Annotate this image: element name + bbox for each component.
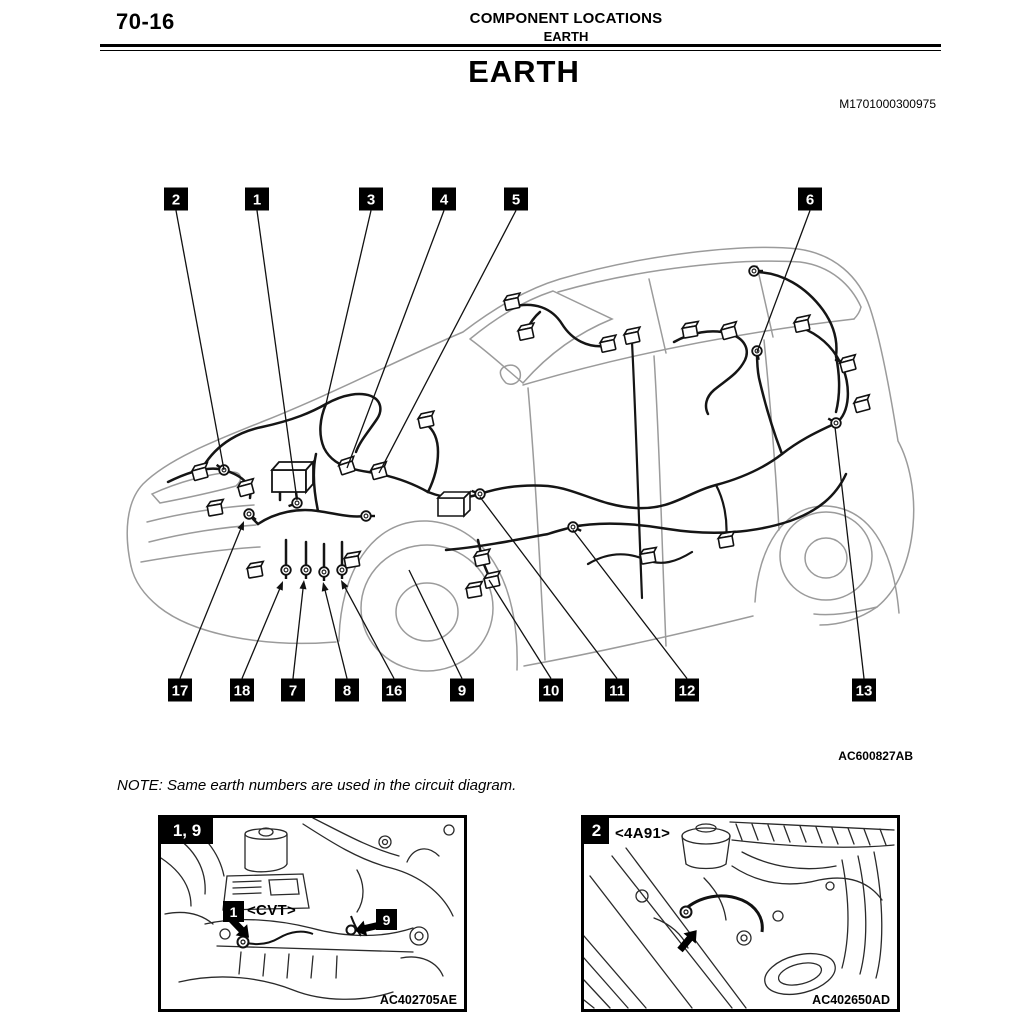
callout-number: 12 bbox=[678, 682, 696, 700]
vehicle-earth-diagram bbox=[0, 165, 1024, 777]
leader-line bbox=[379, 211, 516, 474]
diagram-ref-code: AC600827AB bbox=[838, 749, 913, 763]
callout-10 bbox=[489, 580, 563, 702]
callout-11 bbox=[480, 497, 629, 702]
wiring-connector bbox=[247, 561, 266, 578]
callout-number: 3 bbox=[366, 191, 376, 209]
callout-number: 11 bbox=[609, 682, 625, 700]
wiring-connector bbox=[473, 549, 493, 566]
engine-photo-art bbox=[161, 818, 464, 1009]
earth-terminal bbox=[472, 489, 485, 499]
page-header bbox=[470, 10, 663, 44]
panel-header-badge: 1, 9 bbox=[161, 818, 213, 844]
earth-terminal bbox=[238, 937, 249, 948]
earth-terminal bbox=[301, 565, 311, 579]
callout-number: 7 bbox=[288, 682, 298, 700]
leader-line bbox=[176, 211, 224, 471]
panel-header-badge: 2 bbox=[584, 818, 609, 844]
earth-terminal bbox=[319, 567, 329, 581]
leader-line bbox=[325, 590, 347, 679]
earth-terminal bbox=[244, 509, 256, 520]
wiring-connector bbox=[718, 531, 737, 548]
callout-9-badge: 9 bbox=[376, 909, 397, 930]
callout-17 bbox=[168, 521, 244, 702]
terminal-layer bbox=[217, 266, 841, 581]
wiring-connector bbox=[466, 581, 485, 598]
header-title: COMPONENT LOCATIONS bbox=[469, 10, 663, 27]
leader-line bbox=[242, 588, 280, 678]
wiring-connector bbox=[191, 463, 211, 481]
wiring-connector bbox=[623, 327, 643, 344]
section-title: EARTH bbox=[468, 54, 580, 89]
callout-13 bbox=[835, 427, 876, 702]
photo-ref-code: AC402705AE bbox=[379, 993, 457, 1007]
leader-arrowhead bbox=[276, 581, 283, 591]
earth-terminal bbox=[749, 266, 763, 276]
wiring-connector bbox=[517, 323, 537, 340]
engine-photo-art bbox=[584, 818, 897, 1009]
callout-1 bbox=[245, 188, 297, 501]
callout-number: 2 bbox=[171, 191, 181, 209]
wiring-connector bbox=[853, 395, 873, 413]
photo-ref-code: AC402650AD bbox=[812, 993, 890, 1007]
car-body-outline bbox=[127, 247, 913, 671]
leader-arrowhead bbox=[322, 582, 329, 592]
photo-panel-cvt bbox=[158, 815, 467, 1012]
earth-terminal bbox=[681, 907, 692, 918]
callout-number: 16 bbox=[385, 682, 403, 700]
callout-4 bbox=[347, 188, 456, 469]
wiring-connector bbox=[599, 335, 619, 352]
variant-label-4a91: <4A91> bbox=[615, 825, 671, 842]
photo-panel-4a91 bbox=[581, 815, 900, 1012]
leader-line bbox=[345, 587, 394, 678]
wiring-connector bbox=[417, 411, 437, 428]
callout-number: 13 bbox=[855, 682, 873, 700]
callout-number: 17 bbox=[171, 682, 189, 700]
leader-line bbox=[257, 211, 297, 501]
callout-1-badge: 1 bbox=[223, 901, 244, 922]
callout-7 bbox=[281, 580, 306, 702]
note-text: NOTE: Same earth numbers are used in the circuit diagram. bbox=[117, 777, 517, 794]
junction-box bbox=[438, 492, 470, 516]
wiring-connector bbox=[793, 315, 813, 332]
wiring-connector bbox=[682, 321, 701, 338]
page-number: 70-16 bbox=[116, 9, 175, 34]
leader-line bbox=[835, 427, 864, 679]
callout-number: 5 bbox=[511, 191, 521, 209]
callout-5 bbox=[379, 188, 528, 474]
header-subtitle: EARTH bbox=[543, 29, 589, 44]
doc-ref-code: M1701000300975 bbox=[839, 97, 936, 111]
earth-terminal bbox=[289, 498, 302, 508]
leader-line bbox=[293, 588, 303, 679]
earth-terminal bbox=[361, 511, 375, 521]
wiring-connector bbox=[640, 547, 659, 564]
callout-9 bbox=[409, 570, 474, 702]
header-rule bbox=[100, 44, 941, 51]
callout-number: 6 bbox=[805, 191, 815, 209]
leader-line bbox=[573, 530, 687, 679]
callout-number: 4 bbox=[439, 191, 449, 209]
earth-terminal bbox=[347, 926, 356, 935]
callout-2 bbox=[164, 188, 224, 471]
leader-line bbox=[326, 211, 371, 405]
callout-8 bbox=[322, 582, 359, 702]
earth-terminal bbox=[337, 565, 347, 579]
callout-number: 10 bbox=[542, 682, 560, 700]
callout-layer bbox=[164, 188, 876, 702]
leader-arrowhead bbox=[300, 580, 307, 589]
leader-line bbox=[409, 570, 462, 679]
callout-number: 8 bbox=[342, 682, 352, 700]
callout-number: 18 bbox=[233, 682, 251, 700]
wiring-connector bbox=[839, 355, 859, 373]
callout-number: 9 bbox=[457, 682, 467, 700]
wiring-harness bbox=[168, 272, 848, 598]
callout-number: 1 bbox=[252, 191, 262, 209]
variant-label-cvt: <CVT> bbox=[247, 902, 297, 919]
earth-terminal bbox=[752, 346, 762, 360]
earth-terminal bbox=[281, 565, 291, 579]
